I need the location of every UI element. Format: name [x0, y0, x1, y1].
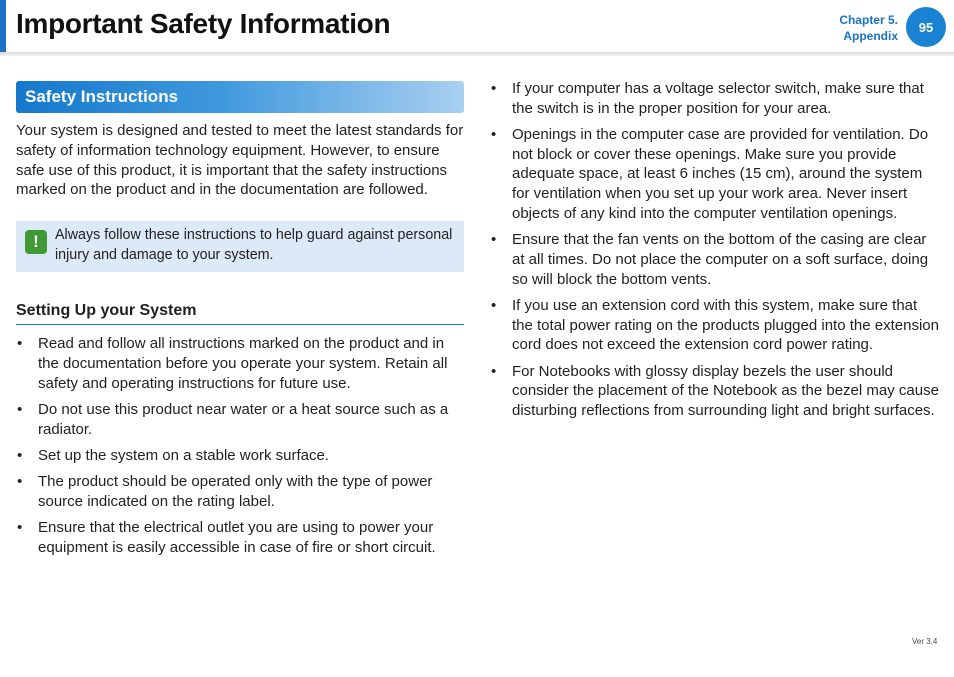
bullet-icon: •	[491, 231, 497, 249]
bullet-icon: •	[17, 518, 23, 536]
bullet-icon: •	[17, 335, 23, 353]
left-column	[16, 81, 464, 564]
version-label: Ver 3.4	[912, 637, 938, 646]
list-item: • Do not use this product near water or a heat source such as a radiator.	[17, 400, 449, 438]
page-number-badge: 95	[906, 7, 946, 47]
list-item: • Openings in the computer case are provided for ventilation. Do not block or cover these openings. Make sure you provide adequate space, at least 6 inches (15 cm), around the system for ventilation when you set up your work area. Never insert objects of any kind into the computer ventilation openings.	[491, 125, 929, 223]
setup-instructions-list	[16, 334, 464, 557]
list-item: • Ensure that the electrical outlet you are using to power your equipment is easily accessible in case of fire or short circuit.	[17, 518, 436, 556]
bullet-icon: •	[491, 296, 497, 314]
list-item: • If your computer has a voltage selector switch, make sure that the switch is in the proper position for your area.	[491, 80, 924, 117]
exclamation-icon: !	[25, 230, 47, 254]
intro-paragraph: Your system is designed and tested to meet the latest standards for safety of information technology equipment. However, to ensure safe use of this product, it is important that the safety instructions marked on the product and in the documentation are followed.	[16, 122, 464, 199]
bullet-icon: •	[17, 472, 23, 490]
bullet-icon: •	[491, 125, 497, 143]
right-column	[490, 79, 940, 427]
list-item: • Set up the system on a stable work surface.	[17, 446, 329, 464]
chapter-name: Appendix	[843, 29, 898, 43]
list-item: • If you use an extension cord with this system, make sure that the total power rating on the products plugged into the extension cord does not exceed the extension cord power rating.	[491, 296, 939, 354]
header-accent-bar	[0, 0, 6, 54]
section-title: Safety Instructions	[25, 87, 179, 106]
chapter-label	[839, 12, 898, 44]
chapter-number: Chapter 5.	[839, 13, 898, 27]
bullet-icon: •	[17, 400, 23, 418]
list-item: • For Notebooks with glossy display bezels the user should consider the placement of the Notebook as the bezel may cause disturbing reflections from surrounding light and bright surfaces.	[491, 362, 939, 420]
list-item: • Ensure that the fan vents on the bottom of the casing are clear at all times. Do not place the computer on a soft surface, doing so will block the bottom vents.	[491, 231, 929, 288]
note-text: Always follow these instructions to help guard against personal injury and damage to your system.	[55, 227, 453, 263]
section-header-bar	[16, 81, 464, 113]
bullet-icon: •	[17, 446, 23, 464]
safety-instructions-list	[490, 79, 940, 421]
list-item: • Read and follow all instructions marked on the product and in the documentation before you operate your system. Retain all safety and operating instructions for future use.	[17, 335, 448, 392]
bullet-icon: •	[491, 362, 497, 380]
note-box	[16, 221, 464, 272]
page-title: Important Safety Information	[16, 8, 391, 39]
list-item: • The product should be operated only with the type of power source indicated on the rating label.	[17, 472, 433, 510]
header-divider	[0, 52, 954, 56]
bullet-icon: •	[491, 80, 497, 97]
subsection-title: Setting Up your System	[16, 302, 464, 325]
